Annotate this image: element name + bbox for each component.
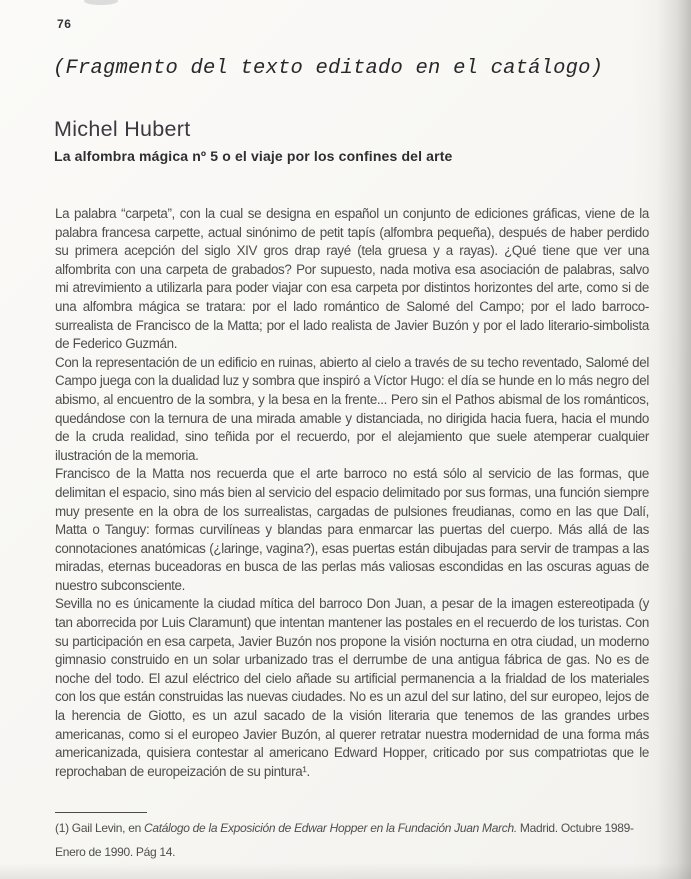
fragment-note: (Fragmento del texto editado en el catálogo) xyxy=(53,57,604,80)
paragraph-4: Sevilla no es únicamente la ciudad mítica del barroco Don Juan, a pesar de la imagen estereotipada (y tan aborrecida por Luis Claramunt) que intentan mantener las postales en el recuerdo de los turistas. Con su participación en esa carpeta, Javier Buzón nos propone la visión nocturna en otra ciudad, un moderno gimnasio construido en un solar urbanizado tras el derrumbe de una antigua fábrica de gas. No es de noche del todo. El azul eléctrico del cielo añade su artificial permanencia a la frialdad de los materiales con los que están construidas las nuevas ciudades. No es un azul del sur latino, del sur europeo, lejos de la herencia de Giotto, es un azul sacado de la visión literaria que tenemos de las grandes urbes americanas, como si el europeo Javier Buzón, al querer retratar nuestra modernidad de una forma más americanizada, quisiera contestar al americano Edward Hopper, criticado por sus compatriotas que le reprochaban de europeización de su pintura¹. xyxy=(55,596,649,779)
paragraph-2: Con la representación de un edificio en ruinas, abierto al cielo a través de su techo reventado, Salomé del Campo juega con la dualidad luz y sombra que inspiró a Víctor Hugo: el día se hunde en lo más negro del abismo, al encuentro de la sombra, y la besa en la frente... Pero sin el Pathos abismal de los románticos, quedándose con la ternura de una mirada amable y distanciada, no dirigida hacia fuera, hacia el mundo de la cruda realidad, sino teñida por el recuerdo, por el alejamiento que suele atemperar cualquier ilustración de la memoria. xyxy=(55,354,649,463)
footnote-divider xyxy=(55,812,147,813)
paragraph-1: La palabra “carpeta”, con la cual se designa en español un conjunto de ediciones gráficas, viene de la palabra francesa carpette, actual sinónimo de petit tapís (alfombra pequeña), después de haber perdido su primera acepción del siglo XIV gros drap rayé (tela gruesa y a rayas). ¿Qué tiene que ver una alfombrita con una carpeta de grabados? Por supuesto, nada motiva esa asociación de palabras, salvo mi atrevimiento a utilizarla para poder viajar con esa carpeta por distintos horizontes del arte, como si de una alfombra mágica se tratara: por el lado romántico de Salomé del Campo; por el lado barroco-surrealista de Francisco de la Matta; por el lado realista de Javier Buzón y por el lado literario-simbolista de Federico Guzmán. xyxy=(55,206,649,352)
footnote-suffix: Madrid. Octubre 1989-Enero de 1990. Pág 14. xyxy=(55,821,634,859)
author-name: Michel Hubert xyxy=(54,117,191,141)
scan-artifact-smudge xyxy=(84,0,118,5)
footnote-prefix: (1) Gail Levin, en xyxy=(55,821,145,835)
page-number: 76 xyxy=(57,17,72,31)
article-title: La alfombra mágica nº 5 o el viaje por los confines del arte xyxy=(54,148,453,164)
footnote xyxy=(55,812,655,864)
body-text xyxy=(55,205,649,781)
footnote-text xyxy=(55,816,655,864)
footnote-work-title: Catálogo de la Exposición de Edwar Hopper en la Fundación Juan March. xyxy=(144,821,517,835)
paragraph-3: Francisco de la Matta nos recuerda que el arte barroco no está sólo al servicio de las formas, que delimitan el espacio, sino más bien al servicio del espacio delimitado por sus formas, una función siempre muy presente en la obra de los surrealistas, cargadas de pulsiones freudianas, como en las que Dalí, Matta o Tanguy: formas curvilíneas y blandas para enmarcar las puertas del cuerpo. Más allá de las connotaciones anatómicas (¿laringe, vagina?), esas puertas están dibujadas para servir de trampas a las miradas, eternas buceadoras en busca de las perlas más valiosas escondidas en las oscuras aguas de nuestro subconsciente. xyxy=(55,466,649,593)
